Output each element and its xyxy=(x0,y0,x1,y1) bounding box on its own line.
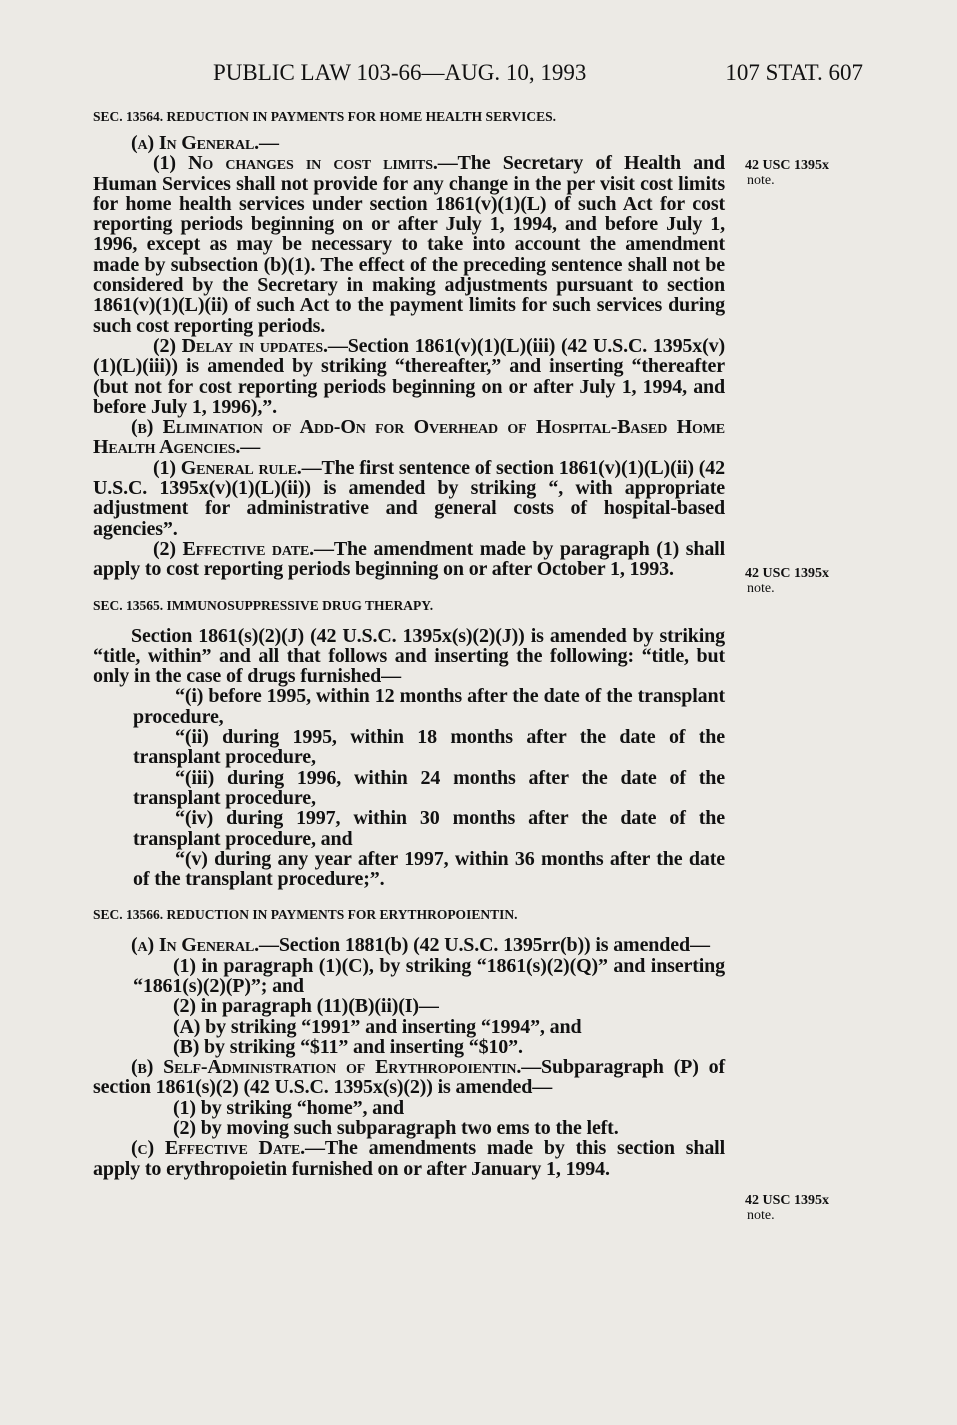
side-note-3 xyxy=(745,1193,829,1223)
subsection-13566-a xyxy=(93,935,725,955)
subsection-13566-b-text: —Subparagraph (P) of section 1861(s)(2) (42 U.S.C. 1395x(s)(2)) is amended— xyxy=(93,1056,725,1099)
paragraph-a1 xyxy=(93,153,725,336)
side-note-citation: 42 USC 1395x xyxy=(745,1193,830,1208)
paragraph-b1-text: —The first sentence of section 1861(v)(1)(L)(ii) (42 U.S.C. 1395x(v)(1)(L)(ii)) is amended by striking “, with appropriate adjustment for administrative and general costs of hospital-based agencies”. xyxy=(93,456,725,540)
subparagraph-13566-a2B: (B) by striking “$11” and inserting “$10”. xyxy=(173,1035,523,1058)
side-note-2 xyxy=(745,566,829,596)
paragraph-b1-heading: (1) General rule. xyxy=(153,456,302,479)
side-note-citation: 42 USC 1395x xyxy=(745,158,830,173)
side-note-1 xyxy=(745,158,829,188)
paragraph-b1 xyxy=(93,458,725,539)
paragraph-a1-heading: (1) No changes in cost limits. xyxy=(153,152,438,175)
subsection-13566-b xyxy=(93,1057,725,1098)
paragraph-13566-b2: (2) by moving such subparagraph two ems to the left. xyxy=(173,1117,619,1140)
subparagraph-13566-a2A: (A) by striking “1991” and inserting “1994”, and xyxy=(173,1015,582,1038)
paragraph-13566-a1: (1) in paragraph (1)(C), by striking “1861(s)(2)(Q)” and inserting “1861(s)(2)(P)”; and xyxy=(133,954,725,997)
paragraph-a1-text: —The Secretary of Health and Human Services shall not provide for any change in the per visit cost limits for home health services under section 1861(v)(1)(L) of such Act for cost reporting periods beginning on or after July 1, 1994, and before July 1, 1996, except as may be necessary to take into account the amendment made by subsection (b)(1). The effect of the preceding sentence shall not be considered by the Secretary in making adjustments pursuant to section 1861(v)(1)(L)(ii) of such Act to the payment limits for such services during such cost reporting periods. xyxy=(93,152,725,337)
subsection-13566-c-text: —The amendments made by this section shall apply to erythropoietin furnished on or after January 1, 1994. xyxy=(93,1137,725,1180)
clause-ii: “(ii) during 1995, within 18 months after the date of the transplant procedure, xyxy=(133,726,725,769)
subsection-b-label: (b) Elimination of Add-On for Overhead of Hospital-Based Home Health Agencies.— xyxy=(93,416,725,459)
clause-iv: “(iv) during 1997, within 30 months after the date of the transplant procedure, and xyxy=(133,807,725,850)
main-text-column xyxy=(93,105,725,1179)
paragraph-b2 xyxy=(93,539,725,580)
subsection-13566-a-heading: (a) In General. xyxy=(131,934,259,957)
paragraph-b2-heading: (2) Effective date. xyxy=(153,537,314,560)
subsection-b-heading xyxy=(93,417,725,458)
paragraph-a2 xyxy=(93,336,725,417)
section-13565-intro: Section 1861(s)(2)(J) (42 U.S.C. 1395x(s)(2)(J)) is amended by striking “title, within” and all that follows and inserting the following: “title, but only in the case of drugs furnished— xyxy=(93,624,725,688)
subsection-13566-a-text: —Section 1881(b) (42 U.S.C. 1395rr(b)) is amended— xyxy=(258,934,710,957)
subsection-13566-c-heading: (c) Effective Date. xyxy=(131,1137,305,1160)
subsection-a-heading xyxy=(93,133,725,153)
law-date-header: PUBLIC LAW 103-66—AUG. 10, 1993 xyxy=(213,60,587,85)
clause-iii: “(iii) during 1996, within 24 months after the date of the transplant procedure, xyxy=(133,766,725,809)
page-header xyxy=(93,60,863,90)
section-heading-13565: SEC. 13565. IMMUNOSUPPRESSIVE DRUG THERAPY. xyxy=(93,597,434,613)
side-note-sub: note. xyxy=(747,173,775,188)
subsection-13566-c xyxy=(93,1138,725,1179)
clause-i: “(i) before 1995, within 12 months after the date of the transplant procedure, xyxy=(133,685,725,728)
section-heading-13566: SEC. 13566. REDUCTION IN PAYMENTS FOR ERYTHROPOIENTIN. xyxy=(93,907,518,923)
subsection-13566-b-heading: (b) Self-Administration of Erythropoientin. xyxy=(131,1056,522,1079)
subsection-a-label: (a) In General.— xyxy=(131,132,279,154)
stat-page-number: 107 STAT. 607 xyxy=(725,60,863,85)
paragraph-13566-b1: (1) by striking “home”, and xyxy=(173,1096,404,1119)
side-note-sub: note. xyxy=(747,1208,775,1223)
paragraph-b2-text: —The amendment made by paragraph (1) shall apply to cost reporting periods beginning on or after October 1, 1993. xyxy=(93,537,725,581)
paragraph-13566-a2: (2) in paragraph (11)(B)(ii)(I)— xyxy=(173,995,439,1018)
paragraph-a2-heading: (2) Delay in updates. xyxy=(153,334,328,357)
paragraph-a2-text: —Section 1861(v)(1)(L)(iii) (42 U.S.C. 1395x(v)(1)(L)(iii)) is amended by striking “thereafter,” and inserting “thereafter (but not for cost reporting periods beginning on or after July 1, 1994, and before July 1, 1996),”. xyxy=(93,334,725,418)
side-note-citation: 42 USC 1395x xyxy=(745,566,830,581)
side-note-sub: note. xyxy=(747,581,775,596)
clause-v: “(v) during any year after 1997, within 36 months after the date of the transplant procedure;”. xyxy=(133,847,725,891)
section-heading-13564: SEC. 13564. REDUCTION IN PAYMENTS FOR HOME HEALTH SERVICES. xyxy=(93,109,556,124)
